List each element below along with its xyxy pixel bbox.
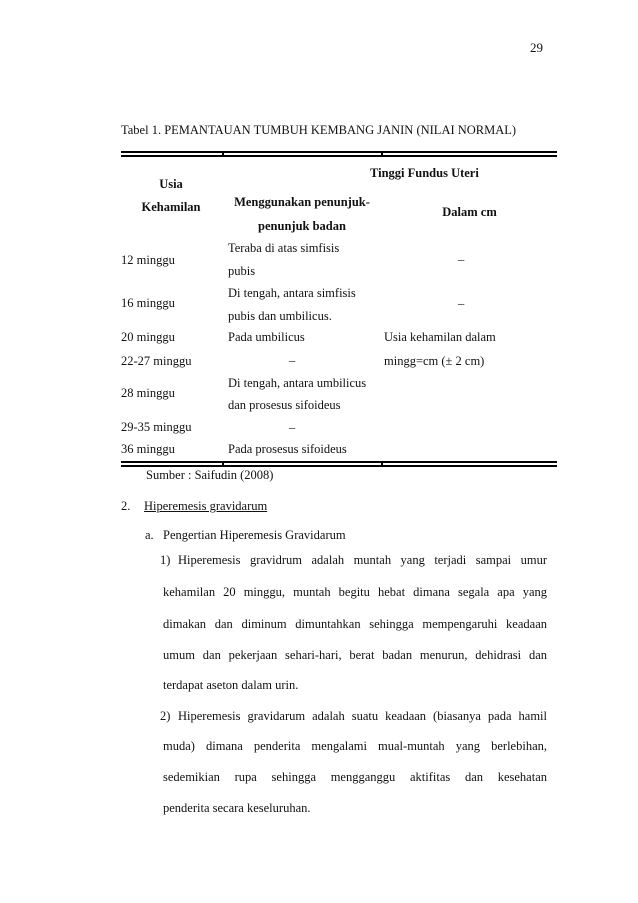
- row-usia: 22-27 minggu: [121, 354, 192, 368]
- paragraph-line: kehamilan 20 minggu, muntah begitu hebat dimana segala apa yang: [163, 585, 547, 599]
- paragraph-line: umum dan pekerjaan sehari-hari, berat badan menurun, dehidrasi dan: [163, 648, 547, 662]
- paragraph-line: dimakan dan diminum dimuntahkan sehingga mempengaruhi keadaan: [163, 617, 547, 631]
- paragraph-line: Hiperemesis gravidarum adalah suatu keadaan (biasanya pada hamil: [178, 709, 547, 723]
- row-penunjuk: Pada prosesus sifoideus: [228, 442, 347, 456]
- header-usia: Usia: [159, 177, 183, 191]
- item-number: 2): [160, 709, 171, 723]
- paragraph-line: penderita secara keseluruhan.: [163, 801, 311, 815]
- paragraph-line: sedemikian rupa sehingga mengganggu aktifitas dan kesehatan: [163, 770, 547, 784]
- item-number: 1): [160, 553, 171, 567]
- row-usia: 12 minggu: [121, 253, 175, 267]
- row-penunjuk: _: [289, 416, 296, 430]
- table-bottom-rule: [121, 461, 557, 467]
- row-usia: 20 minggu: [121, 330, 175, 344]
- row-penunjuk: Pada umbilicus: [228, 330, 305, 344]
- row-penunjuk: Di tengah, antara simfisis: [228, 286, 356, 300]
- row-penunjuk: Di tengah, antara umbilicus: [228, 376, 367, 390]
- row-usia: 16 minggu: [121, 296, 175, 310]
- row-cm: mingg=cm (± 2 cm): [384, 354, 485, 368]
- subsection-number: a.: [145, 528, 154, 542]
- row-usia: 36 minggu: [121, 442, 175, 456]
- row-penunjuk-cont: dan prosesus sifoideus: [228, 398, 341, 412]
- column-divider-tick: [222, 461, 224, 467]
- header-dalam-cm: Dalam cm: [442, 205, 497, 219]
- header-penunjuk-line2: penunjuk badan: [258, 219, 346, 233]
- row-penunjuk: Teraba di atas simfisis: [228, 241, 340, 255]
- paragraph-line: Hiperemesis gravidrum adalah muntah yang terjadi sampai umur: [178, 553, 547, 567]
- paragraph-line: muda) dimana penderita mengalami mual-muntah yang berlebihan,: [163, 739, 547, 753]
- header-tinggi-fundus-uteri: Tinggi Fundus Uteri: [370, 166, 479, 180]
- section-title: Hiperemesis gravidarum: [144, 499, 268, 513]
- header-kehamilan: Kehamilan: [141, 200, 201, 214]
- row-cm: _: [458, 292, 465, 306]
- page-number: 29: [530, 40, 543, 55]
- table-source: Sumber : Saifudin (2008): [146, 468, 274, 482]
- header-penunjuk-line1: Menggunakan penunjuk-: [234, 195, 370, 209]
- row-usia: 28 minggu: [121, 386, 175, 400]
- row-penunjuk-cont: pubis dan umbilicus.: [228, 309, 332, 323]
- table-caption: Tabel 1. PEMANTAUAN TUMBUH KEMBANG JANIN (NILAI NORMAL): [121, 123, 517, 137]
- column-divider-tick: [381, 151, 383, 157]
- row-cm: _: [458, 248, 465, 262]
- subsection-title: Pengertian Hiperemesis Gravidarum: [163, 528, 346, 542]
- row-usia: 29-35 minggu: [121, 420, 192, 434]
- section-number: 2.: [121, 499, 131, 513]
- column-divider-tick: [222, 151, 224, 157]
- column-divider-tick: [381, 461, 383, 467]
- row-penunjuk: _: [289, 349, 296, 363]
- paragraph-line: terdapat aseton dalam urin.: [163, 678, 299, 692]
- row-penunjuk-cont: pubis: [228, 264, 256, 278]
- row-cm: Usia kehamilan dalam: [384, 330, 496, 344]
- table-top-rule: [121, 151, 557, 157]
